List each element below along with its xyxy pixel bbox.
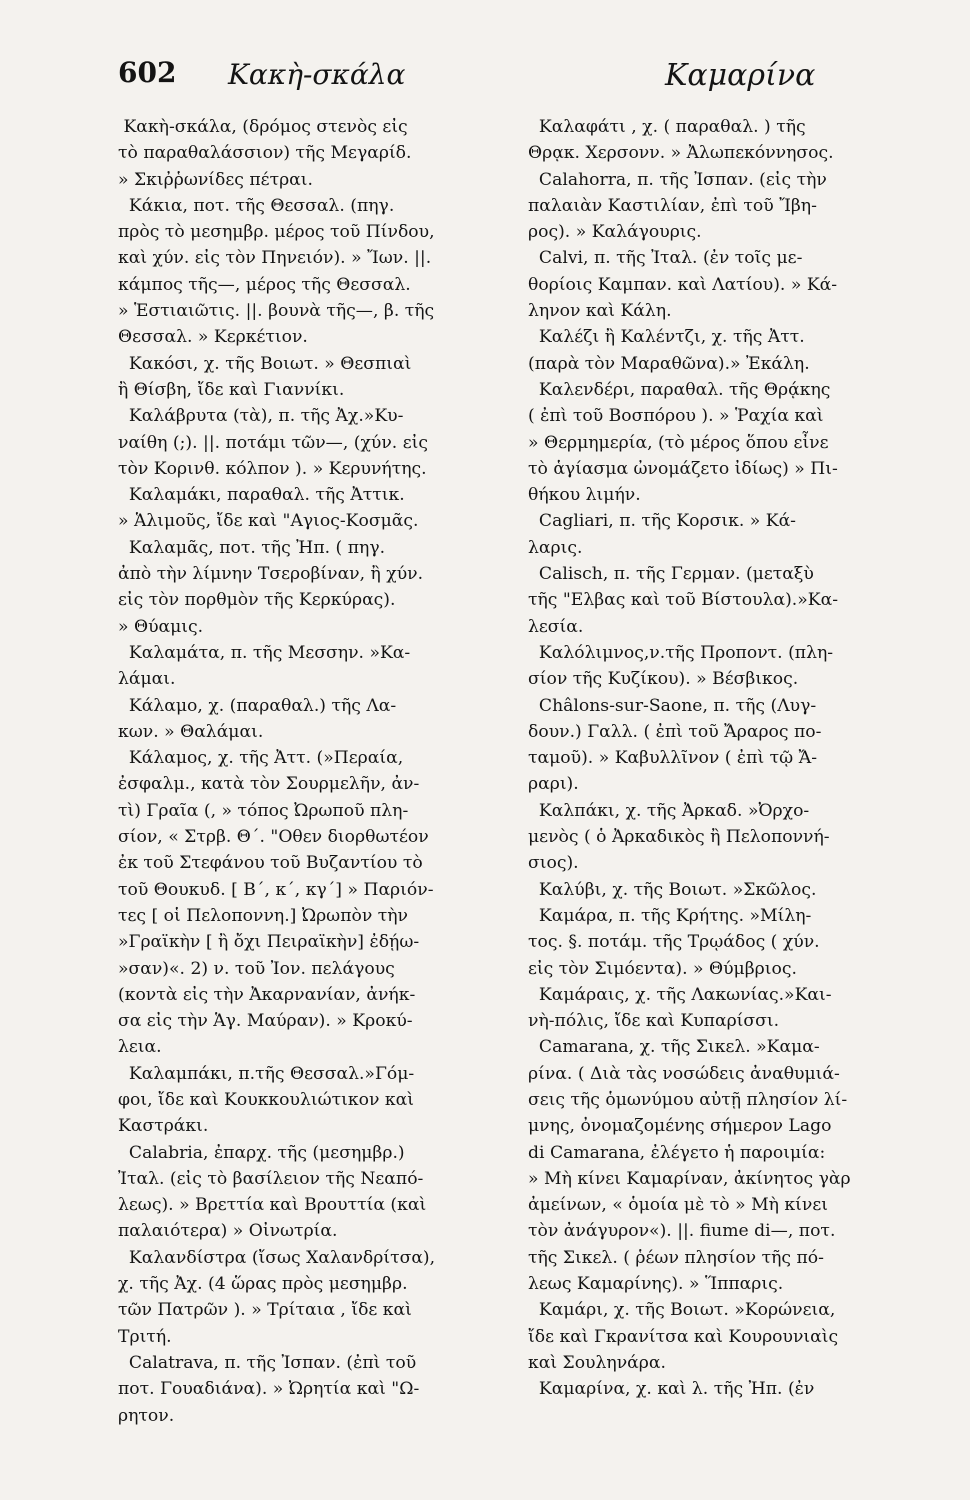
right-column (528, 114, 933, 1403)
text-line: Ἰταλ. (εἰς τὸ βασίλειον τῆς Νεαπό- (118, 1168, 424, 1189)
text-line: Calvi, π. τῆς Ἰταλ. (ἐν τοῖς με- (528, 248, 803, 269)
page-header (0, 48, 970, 108)
text-line: Κάλαμος, χ. τῆς Ἀττ. (»Περαία, (118, 748, 404, 769)
text-line: Κακὴ-σκάλα, (δρόμος στενὸς εἰς (118, 117, 408, 137)
text-line: Θρᾳκ. Χερσονν. » Ἀλωπεκόννησος. (528, 143, 834, 164)
text-line: τὶ) Γραῖα (, » τόπος Ὠρωποῦ πλη- (118, 800, 409, 821)
text-line: τὸ παραθαλάσσιον) τῆς Μεγαρίδ. (118, 143, 412, 164)
text-line: λεια. (118, 1037, 162, 1058)
text-line: λαρις. (528, 537, 583, 558)
text-line: Καλαμπάκι, π.τῆς Θεσσαλ.»Γόμ- (118, 1063, 415, 1084)
text-line: Καλαμάτα, π. τῆς Μεσσην. »Κα- (118, 642, 411, 663)
text-line: » Ἑστιαιῶτις. ||. βουνὰ τῆς—, β. τῆς (118, 301, 435, 322)
text-line: ἐσφαλμ., κατὰ τὸν Σουρμελῆν, ἀν- (118, 774, 420, 795)
text-line: ρος). » Καλάγουρις. (528, 222, 702, 243)
text-line: Καλάβρυτα (τὰ), π. τῆς Ἀχ.»Κυ- (118, 406, 404, 427)
running-head-left: Κακὴ-σκάλα (228, 58, 406, 91)
text-line: Καλαμάκι, παραθαλ. τῆς Ἀττικ. (118, 485, 405, 506)
text-line: Cagliari, π. τῆς Κορσικ. » Κά- (528, 511, 796, 532)
text-line: λάμαι. (118, 669, 176, 690)
text-line: Καστράκι. (118, 1116, 209, 1137)
text-line: θορίοις Καμπαν. καὶ Λατίου). » Κά- (528, 274, 838, 295)
text-line: ἀπὸ τὴν λίμνην Τσεροβίναν, ἢ χύν. (118, 564, 424, 585)
text-line: ἐκ τοῦ Στεφάνου τοῦ Βυζαντίου τὸ (118, 853, 423, 874)
text-line: Calabria, ἐπαρχ. τῆς (μεσημβρ.) (118, 1142, 405, 1163)
text-line: » Σκιῤῥωνίδες πέτραι. (118, 169, 313, 190)
page-number: 602 (118, 56, 177, 89)
text-line: di Camarana, ἐλέγετο ἡ παροιμία: (528, 1142, 826, 1163)
text-line: εἰς τὸν Σιμόεντα). » Θύμβριος. (528, 958, 797, 979)
text-line: Calahorra, π. τῆς Ἰσπαν. (εἰς τὴν (528, 169, 827, 190)
text-line: τος. §. ποτάμ. τῆς Τρῳάδος ( χύν. (528, 932, 820, 953)
text-line: Calisch, π. τῆς Γερμαν. (μεταξὺ (528, 564, 814, 585)
text-line: Καμαρίνα, χ. καὶ λ. τῆς Ἠπ. (ἐν (528, 1379, 815, 1400)
text-line: ληνον καὶ Κάλη. (528, 301, 672, 322)
text-line: »Γραϊκὴν [ ἢ ὄχι Πειραϊκὴν] ἐδῄω- (118, 932, 420, 953)
text-line: »σαν)«. 2) ν. τοῦ Ἰον. πελάγους (118, 958, 395, 979)
text-line: ταμοῦ). » Καβυλλῖνον ( ἐπὶ τῷ Ἄ- (528, 748, 818, 769)
text-line: σα εἰς τὴν Ἁγ. Μαύραν). » Κροκύ- (118, 1011, 413, 1032)
text-line: Καλύβι, χ. τῆς Βοιωτ. »Σκῶλος. (528, 879, 817, 900)
text-line: λεως). » Βρεττία καὶ Βρουττία (καὶ (118, 1195, 427, 1216)
text-line: τὸν ἀνάγυρον«). ||. fiume di—, ποτ. (528, 1221, 836, 1242)
text-line: (κοντὰ εἰς τὴν Ἀκαρνανίαν, ἀνήκ- (118, 984, 416, 1005)
text-line: τῆς Σικελ. ( ῥέων πλησίον τῆς πό- (528, 1247, 824, 1268)
text-line: Τριτή. (118, 1326, 172, 1347)
text-line: Καλαφάτι , χ. ( παραθαλ. ) τῆς (528, 117, 806, 137)
text-line: Καμάρα, π. τῆς Κρήτης. »Μίλη- (528, 905, 812, 926)
text-line: μενὸς ( ὁ Ἀρκαδικὸς ἢ Πελοποννή- (528, 827, 830, 848)
text-line: Καλαμᾶς, ποτ. τῆς Ἠπ. ( πηγ. (118, 537, 386, 558)
text-line: πρὸς τὸ μεσημβρ. μέρος τοῦ Πίνδου, (118, 222, 435, 243)
text-line: Καλέζι ἢ Καλέντζι, χ. τῆς Ἀττ. (528, 327, 805, 348)
text-line: ἴδε καὶ Γκρανίτσα καὶ Κουρουνιαὶς (528, 1326, 839, 1347)
text-line: Καμάρι, χ. τῆς Βοιωτ. »Κορώνεια, (528, 1300, 836, 1321)
text-line: Châlons-sur-Saone, π. τῆς (Λυγ- (528, 695, 817, 716)
text-line: χ. τῆς Ἀχ. (4 ὥρας πρὸς μεσημβρ. (118, 1274, 408, 1295)
left-column (118, 114, 498, 1429)
running-head-right: Καμαρίνα (665, 58, 816, 93)
text-line: ρητον. (118, 1405, 175, 1426)
text-line: τοῦ Θουκυδ. [ Β΄, κ΄, κγ΄] » Παριόν- (118, 879, 434, 900)
text-line: ποτ. Γουαδιάνα). » Ὠρητία καὶ "Ω- (118, 1379, 420, 1400)
text-line: Καλόλιμνος,ν.τῆς Προποντ. (πλη- (528, 642, 834, 663)
text-line: σίον τῆς Κυζίκου). » Βέσβικος. (528, 669, 799, 690)
text-line: ναίθη (;). ||. ποτάμι τῶν—, (χύν. εἰς (118, 432, 428, 453)
text-line: κων. » Θαλάμαι. (118, 721, 264, 742)
text-line: Calatrava, π. τῆς Ἰσπαν. (ἐπὶ τοῦ (118, 1352, 417, 1373)
text-line: ρίνα. ( Διὰ τὰς νοσώδεις ἀναθυμιά- (528, 1063, 840, 1084)
text-line: ραρι). (528, 774, 579, 795)
text-line: τὸν Κορινθ. κόλπον ). » Κερυνήτης. (118, 458, 427, 479)
text-line: » Ἁλιμοῦς, ἴδε καὶ "Αγιος-Κοσμᾶς. (118, 511, 419, 532)
text-line: ( ἐπὶ τοῦ Βοσπόρου ). » Ῥαχία καὶ (528, 406, 824, 427)
text-line: (παρὰ τὸν Μαραθῶνα).» Ἐκάλη. (528, 353, 810, 374)
text-line: κάμπος τῆς—, μέρος τῆς Θεσσαλ. (118, 274, 411, 295)
text-line: ἀμείνων, « ὁμοία μὲ τὸ » Μὴ κίνει (528, 1195, 829, 1216)
text-line: ἢ Θίσβη, ἴδε καὶ Γιαννίκι. (118, 379, 345, 400)
text-line: Θεσσαλ. » Κερκέτιον. (118, 327, 308, 348)
text-line: εἰς τὸν πορθμὸν τῆς Κερκύρας). (118, 590, 396, 611)
text-line: Καλανδίστρα (ἴσως Χαλανδρίτσα), (118, 1247, 436, 1268)
text-line: Κάλαμο, χ. (παραθαλ.) τῆς Λα- (118, 695, 397, 716)
text-line: τῶν Πατρῶν ). » Τρίταια , ἴδε καὶ (118, 1300, 412, 1321)
text-line: μνης, ὀνομαζομένης σήμερον Lago (528, 1116, 832, 1137)
text-line: Κάκια, ποτ. τῆς Θεσσαλ. (πηγ. (118, 195, 395, 216)
text-line: τες [ οἱ Πελοποννη.] Ὠρωπὸν τὴν (118, 905, 409, 926)
text-line: » Θερμημερία, (τὸ μέρος ὅπου εἶνε (528, 432, 829, 453)
text-line: » Μὴ κίνει Καμαρίναν, ἀκίνητος γὰρ (528, 1168, 851, 1189)
text-line: καὶ Σουληνάρα. (528, 1352, 666, 1373)
text-line: τὸ ἁγίασμα ὠνομάζετο ἰδίως) » Πι- (528, 458, 838, 479)
text-line: θήκου λιμήν. (528, 485, 641, 506)
text-line: Καλενδέρι, παραθαλ. τῆς Θρᾴκης (528, 379, 831, 400)
text-line: φοι, ἴδε καὶ Κουκκουλιώτικον καὶ (118, 1089, 414, 1110)
text-line: δουν.) Γαλλ. ( ἐπὶ τοῦ Ἄραρος πο- (528, 721, 822, 742)
text-line: σιος). (528, 853, 579, 874)
text-line: καὶ χύν. εἰς τὸν Πηνειόν). » Ἴων. ||. (118, 248, 432, 269)
text-line: Camarana, χ. τῆς Σικελ. »Καμα- (528, 1037, 820, 1058)
text-line: σεις τῆς ὁμωνύμου αὐτῇ πλησίον λί- (528, 1089, 848, 1110)
text-line: Κακόσι, χ. τῆς Βοιωτ. » Θεσπιαὶ (118, 353, 412, 374)
text-line: Καλπάκι, χ. τῆς Ἀρκαδ. »Ὀρχο- (528, 800, 810, 821)
text-line: νὴ-πόλις, ἴδε καὶ Κυπαρίσσι. (528, 1011, 780, 1032)
text-line: παλαιότερα) » Οἰνωτρία. (118, 1221, 338, 1242)
text-line: τῆς "Ελβας καὶ τοῦ Βίστουλα).»Κα- (528, 590, 839, 611)
text-line: σίον, « Στρβ. Θ΄. "Οθεν διορθωτέον (118, 827, 429, 848)
text-line: λεσία. (528, 616, 584, 637)
text-line: » Θύαμις. (118, 616, 204, 637)
text-line: λεως Καμαρίνης). » Ἵππαρις. (528, 1274, 784, 1295)
text-line: Καμάραις, χ. τῆς Λακωνίας.»Και- (528, 984, 832, 1005)
text-line: παλαιὰν Καστιλίαν, ἐπὶ τοῦ Ἴβη- (528, 195, 817, 216)
